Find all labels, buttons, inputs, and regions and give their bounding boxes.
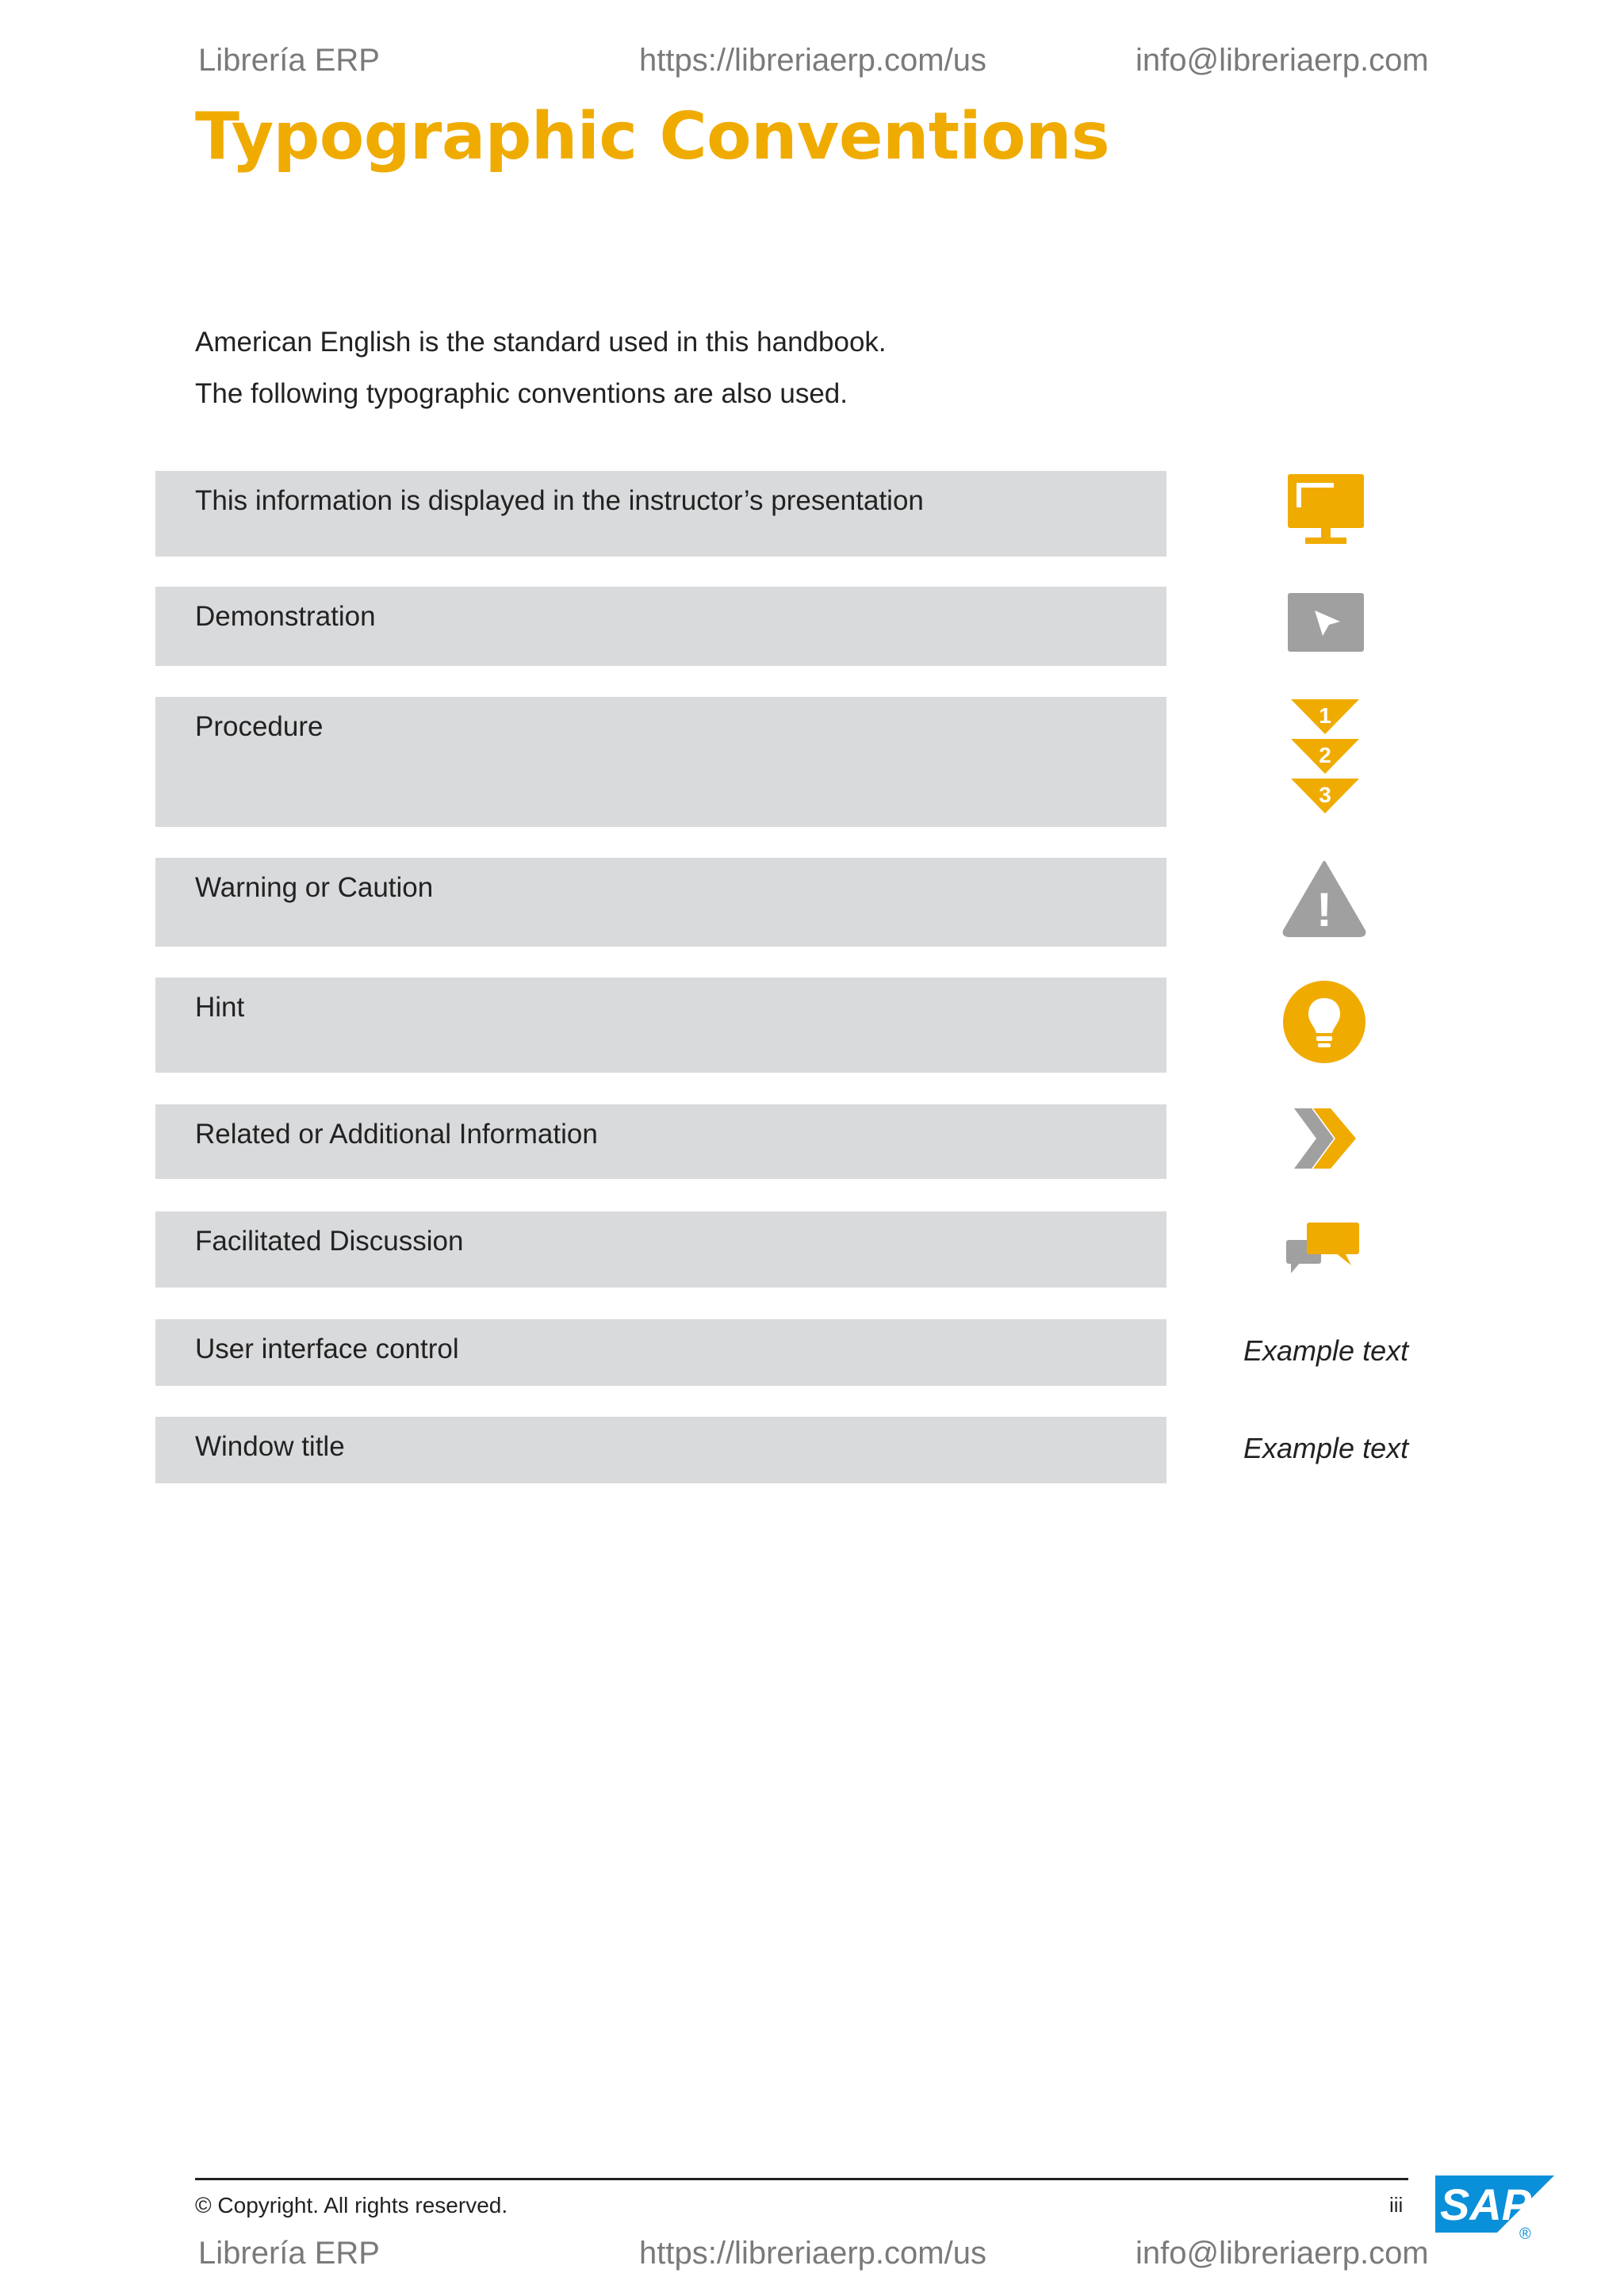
convention-row-demonstration xyxy=(155,587,1166,666)
convention-row-discussion xyxy=(155,1211,1166,1288)
convention-label: User interface control xyxy=(195,1334,459,1364)
convention-row-related-info xyxy=(155,1104,1166,1179)
sap-logo xyxy=(1435,2175,1562,2242)
convention-label: Warning or Caution xyxy=(195,872,434,903)
procedure-step-3: 3 xyxy=(1319,783,1331,807)
page-number: iii xyxy=(1389,2193,1404,2217)
copyright: © Copyright. All rights reserved. xyxy=(195,2193,508,2218)
footer-divider xyxy=(195,2178,1408,2180)
convention-row-procedure xyxy=(155,697,1166,827)
page-title: Typographic Conventions xyxy=(195,99,1110,174)
header-email[interactable]: info@libreriaerp.com xyxy=(1136,43,1429,78)
convention-label: Facilitated Discussion xyxy=(195,1226,464,1257)
discussion-bubbles-icon xyxy=(1286,1221,1361,1276)
convention-label: Related or Additional Information xyxy=(195,1119,598,1150)
warning-exclamation: ! xyxy=(1316,883,1332,936)
convention-label: This information is displayed in the instructor’s presentation xyxy=(195,485,924,516)
warning-icon xyxy=(1281,859,1367,937)
svg-text:®: ® xyxy=(1519,2225,1531,2242)
intro-line-2: The following typographic conventions are also used. xyxy=(195,378,848,409)
window-title-example-text: Example text xyxy=(1243,1432,1409,1464)
footer-url[interactable]: https://libreriaerp.com/us xyxy=(639,2236,986,2271)
header-url[interactable]: https://libreriaerp.com/us xyxy=(639,43,986,78)
procedure-steps-icon xyxy=(1289,698,1361,817)
hint-lightbulb-icon xyxy=(1283,981,1365,1063)
related-info-chevron-icon xyxy=(1289,1105,1359,1172)
presentation-monitor-icon xyxy=(1286,473,1365,547)
convention-row-hint xyxy=(155,978,1166,1073)
convention-row-window-title xyxy=(155,1417,1166,1483)
convention-label: Demonstration xyxy=(195,601,376,632)
convention-row-presentation xyxy=(155,471,1166,557)
demonstration-cursor-icon xyxy=(1288,593,1364,652)
footer-email[interactable]: info@libreriaerp.com xyxy=(1136,2236,1429,2271)
convention-label: Hint xyxy=(195,992,245,1023)
procedure-step-1: 1 xyxy=(1319,703,1331,728)
convention-row-warning xyxy=(155,858,1166,947)
header-brand: Librería ERP xyxy=(198,43,380,78)
footer-brand: Librería ERP xyxy=(198,2236,380,2271)
sap-logo-text: SAP xyxy=(1440,2179,1532,2229)
convention-label: Procedure xyxy=(195,711,324,742)
convention-row-ui-control xyxy=(155,1319,1166,1386)
intro-line-1: American English is the standard used in this handbook. xyxy=(195,327,887,358)
convention-label: Window title xyxy=(195,1431,345,1462)
procedure-step-2: 2 xyxy=(1319,743,1331,767)
ui-control-example-text: Example text xyxy=(1243,1334,1409,1367)
